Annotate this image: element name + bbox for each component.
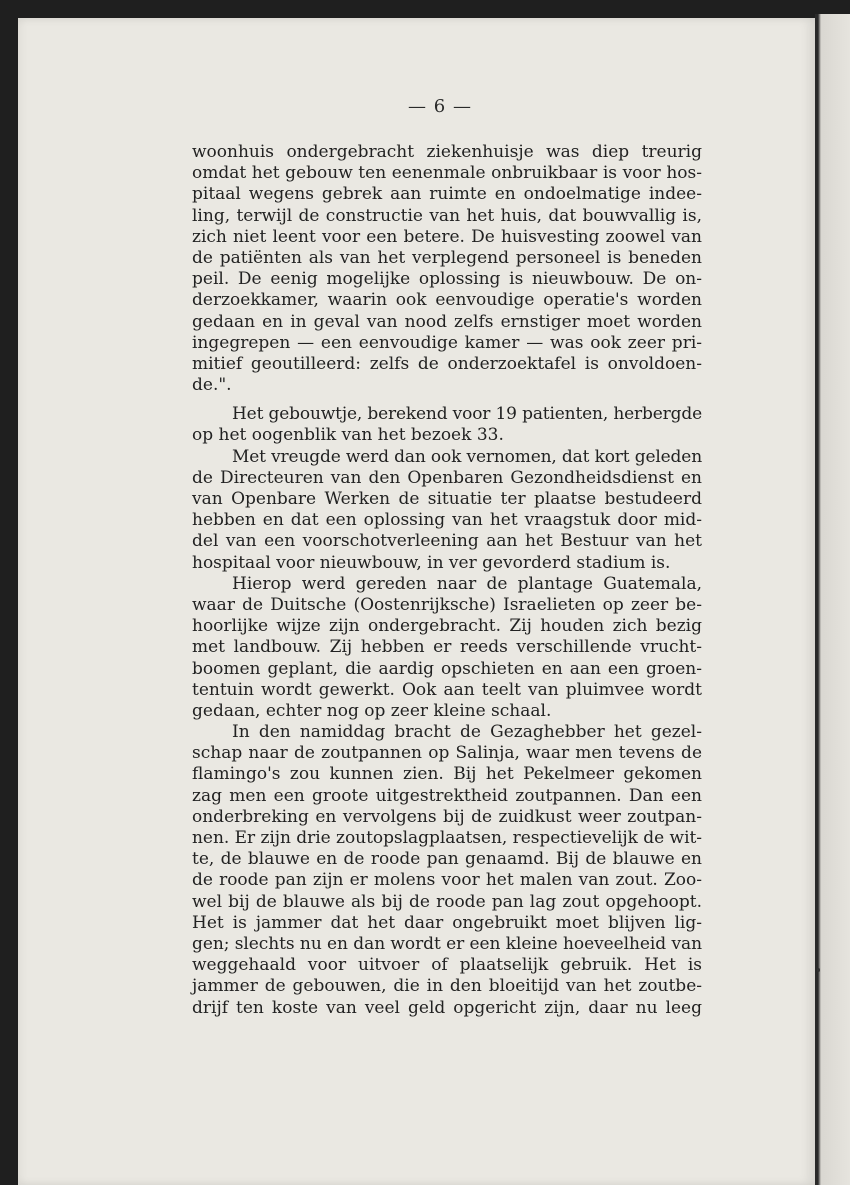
text-line: In den namiddag bracht de Gezaghebber het gezel- — [232, 722, 702, 743]
text-line: schap naar de zoutpannen op Salinja, waar men tevens de — [192, 743, 702, 764]
next-page-edge — [815, 14, 850, 1185]
text-line: Het is jammer dat het daar ongebruikt moet blijven lig- — [192, 912, 702, 933]
text-line: ling, terwijl de constructie van het huis, dat bouwvallig is, — [192, 205, 702, 226]
paragraph — [192, 574, 702, 722]
paragraph — [192, 404, 702, 446]
text-line: del van een voorschotverleening aan het Bestuur van het — [192, 531, 702, 552]
text-line: drijf ten koste van veel geld opgericht zijn, daar nu leeg — [192, 997, 702, 1018]
text-line: zag men een groote uitgestrektheid zoutpannen. Dan een — [192, 785, 702, 806]
text-line: flamingo's zou kunnen zien. Bij het Pekelmeer gekomen — [192, 764, 702, 785]
text-line: ingegrepen — een eenvoudige kamer — was ook zeer pri- — [192, 332, 702, 353]
text-line: jammer de gebouwen, die in den bloeitijd van het zoutbe- — [192, 976, 702, 997]
text-line: nen. Er zijn drie zoutopslagplaatsen, respectievelijk de wit- — [192, 828, 702, 848]
text-line: pitaal wegens gebrek aan ruimte en ondoelmatige indee- — [192, 184, 702, 205]
text-line: wel bij de blauwe als bij de roode pan lag zout opgehoopt. — [192, 891, 702, 912]
text-line: op het oogenblik van het bezoek 33. — [192, 425, 504, 446]
text-line: hebben en dat een oplossing van het vraagstuk door mid- — [192, 510, 702, 531]
text-line: Het gebouwtje, berekend voor 19 patienten, herbergde — [232, 404, 702, 425]
text-line: gedaan en in geval van nood zelfs ernstiger moet worden — [192, 311, 702, 332]
text-line: Met vreugde werd dan ook vernomen, dat kort geleden — [232, 446, 702, 467]
text-line: boomen geplant, die aardig opschieten en aan een groen- — [192, 658, 702, 679]
paragraph — [192, 722, 702, 1019]
text-line: gen; slechts nu en dan wordt er een kleine hoeveelheid van — [192, 933, 702, 954]
text-line: onderbreking en vervolgens bij de zuidkust weer zoutpan- — [192, 806, 702, 827]
text-line: Hierop werd gereden naar de plantage Guatemala, — [232, 573, 702, 594]
text-line: zich niet leent voor een betere. De huisvesting zoowel van — [192, 226, 702, 247]
text-line: waar de Duitsche (Oostenrijksche) Israelieten op zeer be- — [192, 594, 702, 615]
text-line: tentuin wordt gewerkt. Ook aan teelt van pluimvee wordt — [192, 679, 702, 700]
text-line: te, de blauwe en de roode pan genaamd. Bij de blauwe en — [192, 849, 702, 870]
text-line: hospitaal voor nieuwbouw, in ver gevorderd stadium is. — [192, 552, 671, 573]
text-line: gedaan, echter nog op zeer kleine schaal. — [192, 700, 552, 721]
page-number: — 6 — — [408, 96, 472, 117]
body-text — [192, 142, 702, 1019]
text-line: de patiënten als van het verplegend personeel is beneden — [192, 247, 702, 268]
text-line: mitief geoutilleerd: zelfs de onderzoektafel is onvoldoen- — [192, 353, 702, 374]
text-line: de Directeuren van den Openbaren Gezondheidsdienst en — [192, 467, 702, 488]
text-line: omdat het gebouw ten eenenmale onbruikbaar is voor hos- — [192, 163, 702, 184]
text-line: de.". — [192, 375, 232, 396]
text-line: derzoekkamer, waarin ook eenvoudige operatie's worden — [192, 290, 702, 311]
text-line: weggehaald voor uitvoer of plaatselijk gebruik. Het is — [192, 955, 702, 976]
paragraph — [192, 142, 702, 396]
text-line: woonhuis ondergebracht ziekenhuisje was diep treurig — [192, 142, 702, 162]
paragraph — [192, 447, 702, 574]
text-line: de roode pan zijn er molens voor het malen van zout. Zoo- — [192, 870, 702, 891]
text-line: van Openbare Werken de situatie ter plaatse bestudeerd — [192, 489, 702, 509]
text-line: met landbouw. Zij hebben er reeds verschillende vrucht- — [192, 637, 702, 658]
text-line: peil. De eenig mogelijke oplossing is nieuwbouw. De on- — [192, 269, 702, 290]
page-edge-mark — [817, 968, 820, 972]
text-line: hoorlijke wijze zijn ondergebracht. Zij houden zich bezig — [192, 616, 702, 637]
